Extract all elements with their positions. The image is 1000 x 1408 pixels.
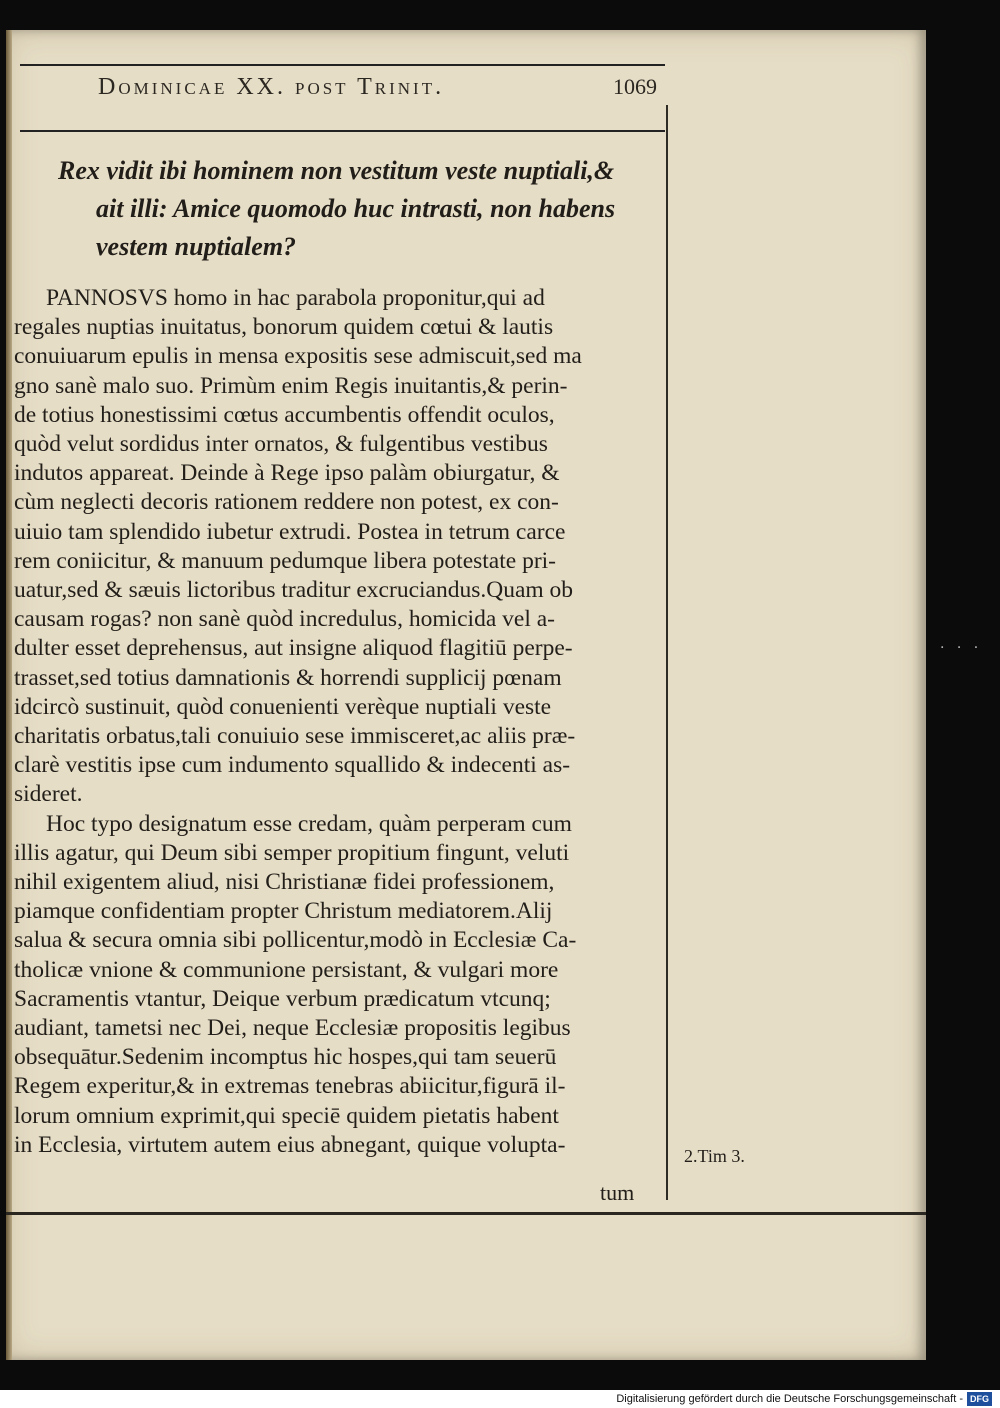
running-title: Dominicae XX. post Trinit. (98, 74, 445, 100)
running-head (20, 64, 665, 132)
dfg-logo: DFG (967, 1392, 992, 1406)
page-gutter-edge (6, 30, 12, 1360)
epigraph-line: ait illi: Amice quomodo huc intrasti, non habens (96, 194, 616, 223)
body-line: nihil exigentem aliud, nisi Christianæ fidei professionem, (14, 869, 555, 896)
body-line: tholicæ vnione & communione persistant, & vulgari more (14, 956, 559, 983)
body-line: conuiuarum epulis in mensa expositis sese admiscuit,sed ma (14, 343, 582, 370)
body-line: idcircò sustinuit, quòd conuenienti verèque nuptiali veste (14, 693, 552, 720)
body-line: Sacramentis vtantur, Deique verbum prædicatum vtcunq; (14, 985, 551, 1012)
epigraph-line: vestem nuptialem? (96, 232, 297, 261)
body-line: clarè vestitis ipse cum indumento squallido & indecenti as- (14, 752, 571, 779)
epigraph (58, 152, 658, 266)
body-line: charitatis orbatus,tali conuiuio sese immisceret,ac aliis præ- (14, 723, 576, 750)
marginal-note: 2.Tim 3. (684, 1146, 745, 1166)
body-line: trasset,sed totius damnationis & horrendi supplicij pœnam (14, 664, 562, 691)
catchword: tum (600, 1180, 635, 1205)
body-line: Hoc typo designatum esse credam, quàm perperam cum (46, 810, 572, 837)
body-line: salua & secura omnia sibi pollicentur,modò in Ecclesiæ Ca- (14, 927, 577, 954)
body-line: Regem experitur,& in extremas tenebras abiicitur,figurā il- (14, 1073, 566, 1100)
edge-marks: · · · (940, 640, 983, 656)
footer (616, 1390, 992, 1408)
body-line: sideret. (14, 781, 83, 808)
epigraph-line: Rex vidit ibi hominem non vestitum veste nuptiali,& (58, 156, 615, 185)
body-text (14, 284, 660, 1160)
footer-credit: Digitalisierung gefördert durch die Deutsche Forschungsgemeinschaft - (616, 1393, 963, 1405)
body-line: quòd velut sordidus inter ornatos, & fulgentibus vestibus (14, 431, 548, 458)
page-bottom-edge (6, 1212, 926, 1215)
body-line: piamque confidentiam propter Christum mediatorem.Alij (14, 898, 553, 925)
body-line: indutos appareat. Deinde à Rege ipso palàm obiurgatur, & (14, 460, 560, 487)
body-line: uatur,sed & sæuis lictoribus traditur excruciandus.Quam ob (14, 577, 574, 604)
column-rule (666, 105, 668, 1200)
body-line: dulter esset deprehensus, aut insigne aliquod flagitiū perpe- (14, 635, 573, 662)
body-line: in Ecclesia, virtutem autem eius abnegant, quique volupta- (14, 1131, 566, 1158)
body-line: cùm neglecti decoris rationem reddere non potest, ex con- (14, 489, 559, 516)
body-line: obsequātur.Sedenim incomptus hic hospes,qui tam seuerū (14, 1044, 557, 1071)
body-line: rem coniicitur, & manuum pedumque libera potestate pri- (14, 547, 557, 574)
page-number: 1069 (613, 74, 657, 99)
body-line: illis agatur, qui Deum sibi semper propitium fingunt, veluti (14, 839, 570, 866)
body-line: PANNOSVS homo in hac parabola proponitur,qui ad (46, 285, 545, 311)
body-line: lorum omnium exprimit,qui speciē quidem pietatis habent (14, 1102, 559, 1129)
body-line: audiant, tametsi nec Dei, neque Ecclesiæ propositis legibus (14, 1015, 571, 1042)
body-line: regales nuptias inuitatus, bonorum quidem cœtui & lautis (14, 314, 554, 341)
body-line: uiuio tam splendido iubetur extrudi. Postea in tetrum carce (14, 518, 566, 545)
body-line: gno sanè malo suo. Primùm enim Regis inuitantis,& perin- (14, 372, 568, 399)
body-line: de totius honestissimi cœtus accumbentis offendit oculos, (14, 401, 555, 428)
body-line: causam rogas? non sanè quòd incredulus, homicida vel a- (14, 606, 555, 633)
